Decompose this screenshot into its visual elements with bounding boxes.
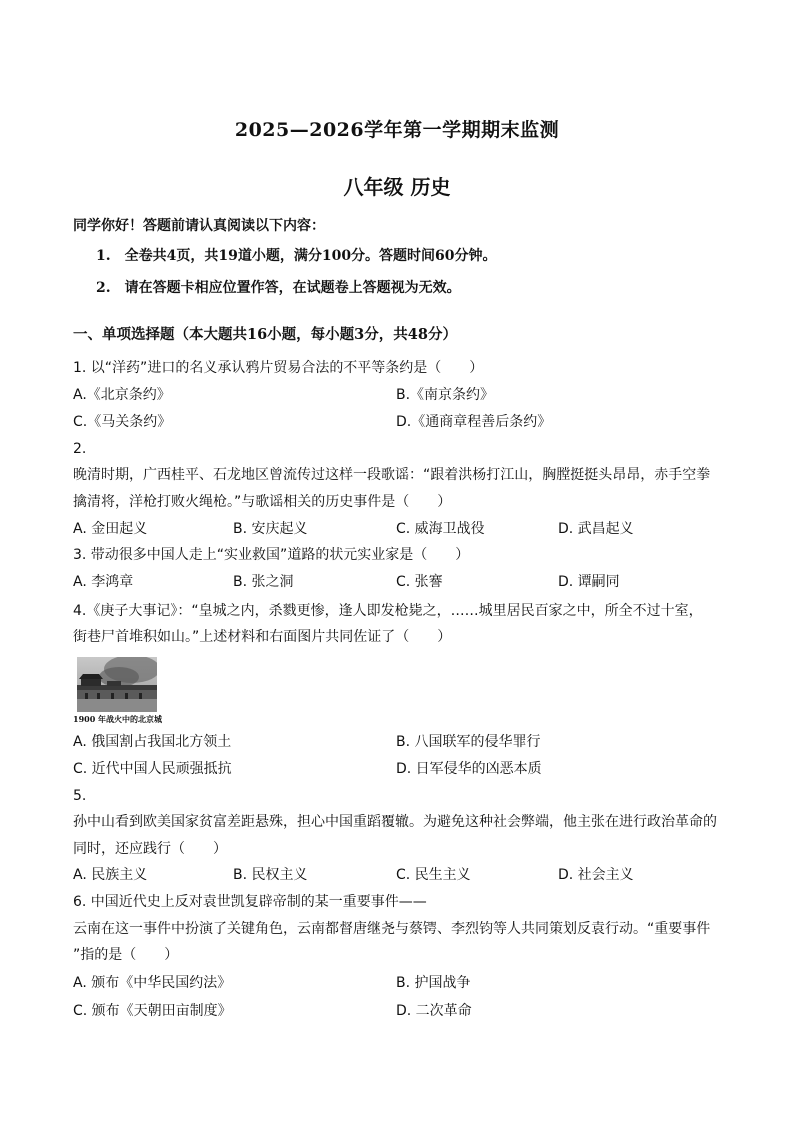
question-2-option-c: C. 威海卫战役 [396, 521, 485, 537]
question-4-option-d: D. 日军侵华的凶恶本质 [396, 761, 542, 777]
exam-subtitle: 八年级 历史 [343, 175, 451, 199]
question-3-option-a: A. 李鸿章 [73, 574, 134, 590]
question-2-line-1: 晚清时期，广西桂平、石龙地区曾流传过这样一段歌谣：“跟着洪杨打江山，胸膛挺挺头昂昂，赤手空拳 [73, 467, 711, 483]
question-6-option-d: D. 二次革命 [396, 1003, 472, 1019]
question-1-option-b: B.《南京条约》 [396, 387, 495, 403]
question-1-option-c: C.《马关条约》 [73, 414, 172, 430]
question-6-option-c: C. 颁布《天朝田亩制度》 [73, 1003, 232, 1019]
question-3-option-b: B. 张之洞 [233, 574, 294, 590]
question-2-number: 2. [73, 441, 87, 457]
beijing-1900-photo [77, 657, 157, 712]
question-5-number: 5. [73, 788, 87, 804]
question-2-option-b: B. 安庆起义 [233, 521, 308, 537]
notice-item-1: 1. 全卷共4页，共19道小题，满分100分。答题时间60分钟。 [96, 248, 497, 264]
question-5-option-a: A. 民族主义 [73, 867, 148, 883]
photo-illustration [77, 657, 157, 712]
question-6-option-a: A. 颁布《中华民国约法》 [73, 975, 232, 991]
question-5-line-1: 孙中山看到欧美国家贫富差距悬殊，担心中国重蹈覆辙。为避免这种社会弊端，他主张在进行政治革命的 [73, 814, 717, 830]
notice-intro: 同学你好！答题前请认真阅读以下内容： [73, 218, 325, 234]
question-1-option-d: D.《通商章程善后条约》 [396, 414, 552, 430]
question-4-line-1: 4.《庚子大事记》：“皇城之内，杀戮更惨，逢人即发枪毙之，……城里居民百家之中，所全不过十室， [73, 603, 703, 619]
photo-caption: 1900 年战火中的北京城 [73, 714, 163, 724]
exam-title: 2025—2026学年第一学期期末监测 [234, 119, 560, 141]
question-6-line-1: 6. 中国近代史上反对袁世凯复辟帝制的某一重要事件—— [73, 894, 427, 910]
question-5-line-2: 同时，还应践行（ ） [73, 841, 227, 857]
question-4-option-a: A. 俄国割占我国北方领土 [73, 734, 232, 750]
question-1-option-a: A.《北京条约》 [73, 387, 171, 403]
question-2-option-d: D. 武昌起义 [558, 521, 634, 537]
question-4-line-2: 街巷尸首堆积如山。”上述材料和右面图片共同佐证了（ ） [73, 629, 452, 645]
question-6-line-2: 云南在这一事件中扮演了关键角色，云南都督唐继尧与蔡锷、李烈钧等人共同策划反袁行动。“重要事件 [73, 921, 711, 937]
question-2-option-a: A. 金田起义 [73, 521, 148, 537]
question-2-line-2: 擒清将，洋枪打败火绳枪。”与歌谣相关的历史事件是（ ） [73, 494, 452, 510]
question-5-option-b: B. 民权主义 [233, 867, 308, 883]
question-3-option-c: C. 张謇 [396, 574, 443, 590]
section-heading: 一、单项选择题（本大题共16小题，每小题3分，共48分） [73, 326, 457, 343]
question-3-stem: 3. 带动很多中国人走上“实业救国”道路的状元实业家是（ ） [73, 547, 470, 563]
question-5-option-d: D. 社会主义 [558, 867, 634, 883]
question-4-option-b: B. 八国联军的侵华罪行 [396, 734, 541, 750]
question-6-option-b: B. 护国战争 [396, 975, 471, 991]
question-4-option-c: C. 近代中国人民顽强抵抗 [73, 761, 232, 777]
question-6-line-3: ”指的是（ ） [73, 947, 179, 963]
question-1-stem: 1. 以“洋药”进口的名义承认鸦片贸易合法的不平等条约是（ ） [73, 360, 484, 376]
question-3-option-d: D. 谭嗣同 [558, 574, 620, 590]
question-5-option-c: C. 民生主义 [396, 867, 471, 883]
notice-item-2: 2. 请在答题卡相应位置作答，在试题卷上答题视为无效。 [96, 280, 461, 296]
